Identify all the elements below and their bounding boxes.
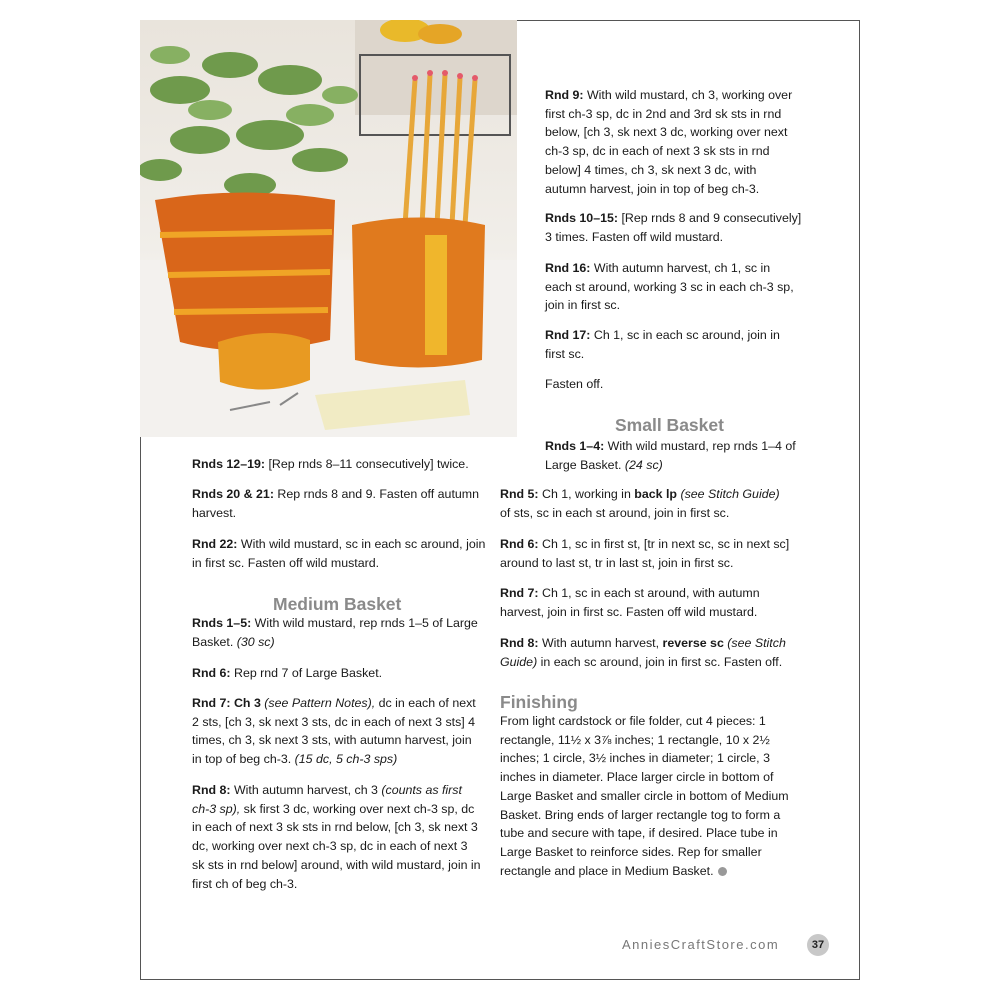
instruction-paragraph <box>500 712 790 880</box>
round-label: Rnds 20 & 21: <box>192 487 274 501</box>
instruction-text: With wild mustard, sc in each sc around, join in first sc. Fasten off wild mustard. <box>192 537 486 570</box>
end-marker-icon <box>718 867 727 876</box>
instruction-paragraph <box>500 485 790 522</box>
instruction-text: From light cardstock or file folder, cut 4 pieces: 1 rectangle, 11½ x 3⅞ inches; 1 rectangle, 10 x 2½ inches; 1 circle, 3½ inches in diameter; 1 circle, 3 inches in diameter. Place larger circle in bottom of Large Basket and smaller circle in bottom of Medium Basket. Bring ends of larger rectangle tog to form a tube and secure with tape, if desired. Place tube in Large Basket to reinforce sides. Rep for smaller rectangle and place in Medium Basket. <box>500 714 789 878</box>
instruction-text: [Rep rnds 8 and 9 consecutively] 3 times. Fasten off wild mustard. <box>545 211 802 244</box>
instruction-paragraph <box>545 326 795 363</box>
instruction-paragraph <box>545 437 805 474</box>
round-label: Rnd 6: <box>500 537 539 551</box>
instruction-paragraph <box>192 455 492 474</box>
instruction-text: [Rep rnds 8–11 consecutively] twice. <box>265 457 469 471</box>
instruction-text: With wild mustard, rep rnds 1–4 of Large Basket. <box>545 439 796 472</box>
instruction-text: in each sc around, join in first sc. Fasten off. <box>537 654 783 669</box>
website-link[interactable]: AnniesCraftStore.com <box>622 937 780 952</box>
round-label: Rnd 7: Ch 3 <box>192 696 261 710</box>
instruction-paragraph <box>545 86 795 198</box>
instruction-paragraph <box>192 485 492 522</box>
page-number-badge: 37 <box>807 934 829 956</box>
instruction-paragraph <box>500 535 790 572</box>
small-basket-heading: Small Basket <box>615 415 724 435</box>
round-label: Rnd 6: <box>192 666 231 680</box>
instruction-text: (24 sc) <box>624 457 663 472</box>
round-label: Rnd 22: <box>192 537 238 551</box>
instruction-text: With wild mustard, ch 3, working over first ch-3 sp, dc in 2nd and 3rd sk sts in rnd below, [ch 3, sk next 3 dc, working over next ch-3 sp, dc in each of next 3 sk sts in rnd below] 4 times, ch 3, sk next 3 dc, with autumn harvest, join in top of beg ch-3. <box>545 88 793 196</box>
instruction-paragraph <box>545 209 805 246</box>
instruction-text: Ch 1, working in <box>538 487 635 501</box>
finishing-heading: Finishing <box>500 692 578 712</box>
round-label: Rnds 12–19: <box>192 457 266 471</box>
medium-basket-heading: Medium Basket <box>273 594 402 614</box>
instruction-paragraph <box>545 375 795 394</box>
instruction-paragraph <box>192 781 482 893</box>
round-label: Rnd 8: <box>500 636 539 650</box>
round-label: Rnd 16: <box>545 261 591 275</box>
instruction-paragraph <box>500 584 790 621</box>
instruction-paragraph <box>192 535 492 572</box>
instruction-paragraph <box>545 259 795 315</box>
round-label: Rnd 5: <box>500 487 539 501</box>
instruction-text: Fasten off. <box>545 377 604 391</box>
round-label: Rnds 1–5: <box>192 616 252 630</box>
instruction-text: Ch 1, sc in each sc around, join in first sc. <box>545 328 780 361</box>
instruction-paragraph <box>500 634 790 671</box>
round-label: Rnd 17: <box>545 328 591 342</box>
instruction-text: Ch 1, sc in first st, [tr in next sc, sc in next sc] around to last st, tr in last st, join in first sc. <box>500 537 790 570</box>
instruction-text: Rep rnds 8 and 9. Fasten off autumn harvest. <box>192 487 479 520</box>
instruction-paragraph <box>192 694 482 769</box>
crochet-baskets-photo <box>140 20 517 437</box>
round-label: Rnds 1–4: <box>545 439 605 453</box>
instruction-text: sk first 3 dc, working over next ch-3 sp, dc in each of next 3 sk sts in rnd below, [ch 3, sk next 3 dc, working over next ch-3 sp, dc in each of next 3 sk sts in rnd below] around, with wild mustard, join in first ch of beg ch-3. <box>192 801 481 891</box>
instruction-text: Ch 1, sc in each st around, with autumn harvest, join in first sc. Fasten off wild mustard. <box>500 586 760 619</box>
instruction-paragraph <box>192 614 482 651</box>
round-label: back lp <box>634 487 677 501</box>
instruction-text: (see Stitch Guide) <box>680 487 780 501</box>
instruction-text: (counts as first ch-3 sp), <box>192 783 462 816</box>
instruction-text: of sts, sc in each st around, join in first sc. <box>500 505 730 520</box>
round-label: reverse sc <box>662 636 724 650</box>
round-label: Rnd 9: <box>545 88 584 102</box>
instruction-text: Rep rnd 7 of Large Basket. <box>230 666 383 680</box>
instruction-text: With autumn harvest, <box>538 636 663 650</box>
instruction-text: With autumn harvest, ch 3 <box>230 783 382 797</box>
round-label: Rnds 10–15: <box>545 211 619 225</box>
instruction-paragraph <box>192 664 482 683</box>
instruction-text: dc in each of next 2 sts, [ch 3, sk next 3 sts, dc in each of next 3 sts] 4 times, ch 3, sk next 3 sts, with autumn harvest, join in top of beg ch-3. <box>192 696 476 767</box>
instruction-text: (see Stitch Guide) <box>500 636 786 669</box>
instruction-text: With wild mustard, rep rnds 1–5 of Large Basket. <box>192 616 478 649</box>
instruction-text: (15 dc, 5 ch-3 sps) <box>294 752 398 767</box>
round-label: Rnd 7: <box>500 586 539 600</box>
instruction-text: (see Pattern Notes), <box>264 696 376 710</box>
round-label: Rnd 8: <box>192 783 231 797</box>
instruction-text: With autumn harvest, ch 1, sc in each st around, working 3 sc in each ch-3 sp, join in first sc. <box>545 261 794 313</box>
instruction-text: (30 sc) <box>236 634 275 649</box>
